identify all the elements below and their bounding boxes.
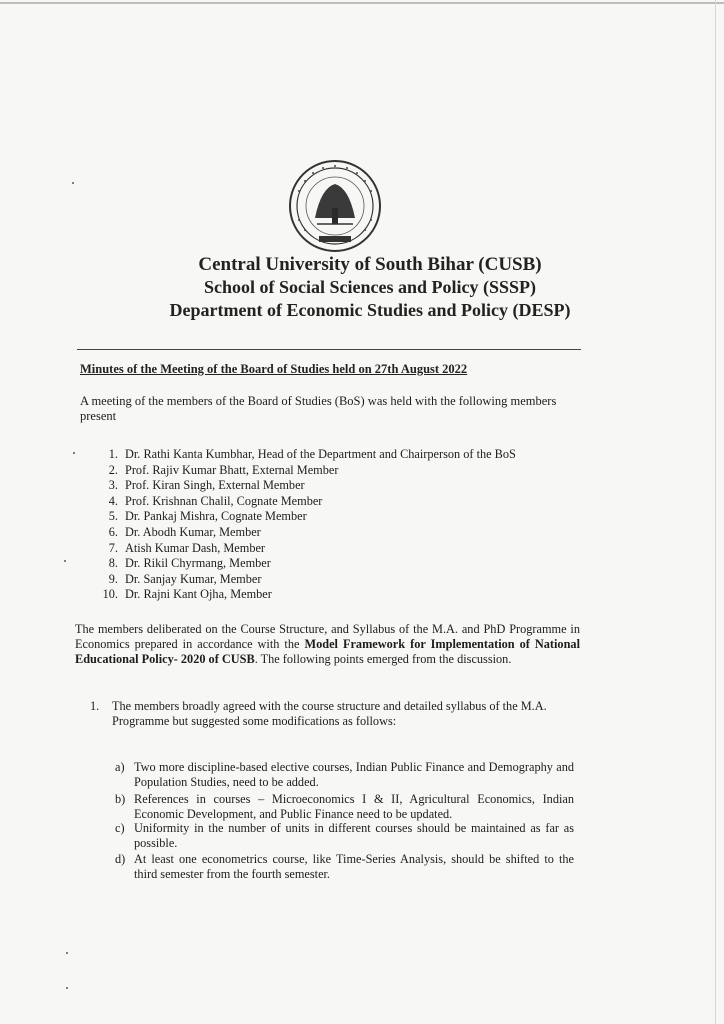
list-item: 7. Atish Kumar Dash, Member: [108, 540, 266, 555]
university-seal-icon: [287, 158, 383, 254]
list-item: 4. Prof. Krishnan Chalil, Cognate Member: [108, 493, 323, 508]
list-item: 5. Dr. Pankaj Mishra, Cognate Member: [108, 509, 307, 524]
framework-name: Model Framework for Implementation of National Educational Policy- 2020 of CUSB: [75, 637, 580, 666]
list-item: 2. Prof. Rajiv Kumar Bhatt, External Member: [108, 462, 339, 477]
school-name: School of Social Sciences and Policy (SSSP): [203, 277, 536, 297]
list-item: 10. Dr. Rajni Kant Ojha, Member: [102, 587, 272, 602]
list-item: 9. Dr. Sanjay Kumar, Member: [108, 571, 262, 586]
university-name: Central University of South Bihar (CUSB): [198, 254, 542, 275]
header-divider: [77, 349, 581, 350]
minutes-title: Minutes of the Meeting of the Board of Studies held on 27th August 2022: [80, 362, 468, 376]
deliberation-paragraph: The members deliberated on the Course Structure, and Syllabus of the M.A. and PhD Programme in Economics prepared in accordance with the Model Framework for Implementation of National Educational Policy- 2020 of CUSB. The following points emerged from the discussion.: [75, 622, 580, 666]
scan-speck: [66, 987, 68, 989]
scan-speck: [64, 560, 66, 562]
list-item: 3. Prof. Kiran Singh, External Member: [108, 478, 305, 493]
document-page: Central University of South Bihar (CUSB) School of Social Sciences and Policy (SSSP) Department of Economic Studies and Policy (DESP) Minutes of the Meeting of the Board of Studies held on 27th August 2022 A meeting of the members of the Board of Studies (BoS) was held with the following members present 1. Dr. Rathi Kanta Kumbhar, Head of the Department and Chairperson of the BoS 2. Prof. Rajiv Kumar Bhatt, External Member 3. Prof. Kiran Singh, External Member 4. Prof. Krishnan Chalil, Cognate Member 5. Dr. Pankaj Mishra, Cognate Member 6. Dr. Abodh Kumar, Member 7. Atish Kumar Dash, Member 8. Dr. Rikil Chyrmang, Member 9. Dr. Sanjay Kumar, Member 10. Dr. Rajni Kant Ojha, Member The members deliberated on the Course Structure, and Syllabus of the M.A. and PhD Programme in Economics prepared in accordance with the Model Framework for Implementation of National Educational Policy- 2020 of CUSB. The following points emerged from the discussion. 1. The members broadly agreed with the course structure and detailed syllabus of the M.A. Programme but suggested some modifications as follows: a) Two more discipline-based elective courses, Indian Public Finance and Demography and Population Studies, need to be added. b) References in courses – Microeconomics I & II, Agricultural Economics, Indian Economic Development, and Public Finance need to be updated. c) Uniformity in the number of units in different courses should be maintained as far as possible. d) At least one econometrics course, like Time-Series Analysis, should be shifted to the third semester from the fourth semester.: [0, 0, 724, 1024]
scan-border-right: [715, 0, 716, 1024]
members-list: [98, 447, 516, 603]
scan-speck: [72, 182, 74, 184]
list-item: 6. Dr. Abodh Kumar, Member: [108, 524, 261, 539]
scan-border-top: [0, 2, 724, 4]
scan-speck: [66, 952, 68, 954]
intro-paragraph: A meeting of the members of the Board of Studies (BoS) was held with the following members present: [80, 394, 557, 423]
list-item: 1. Dr. Rathi Kanta Kumbhar, Head of the Department and Chairperson of the BoS: [108, 447, 516, 461]
department-name: Department of Economic Studies and Policy (DESP): [169, 300, 571, 320]
list-item: 8. Dr. Rikil Chyrmang, Member: [108, 556, 271, 571]
scan-speck: [73, 452, 75, 454]
